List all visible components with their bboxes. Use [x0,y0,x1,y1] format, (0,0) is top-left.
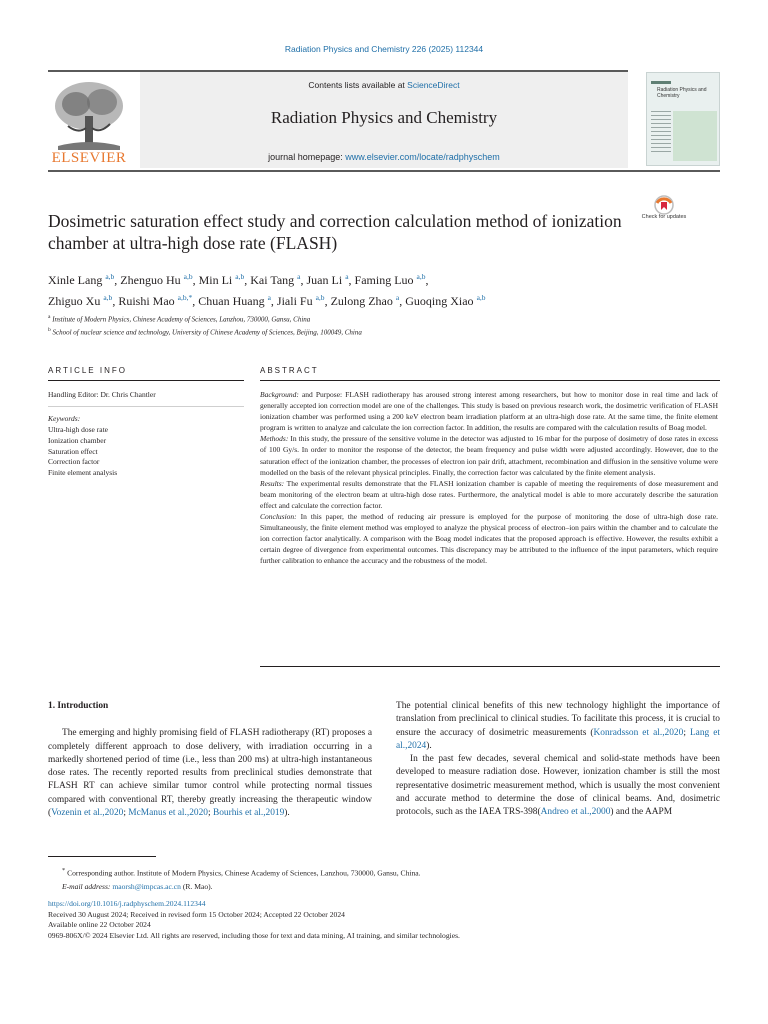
author-name[interactable]: Faming Luo [354,273,414,287]
author-separator: , [300,273,307,287]
paragraph-text: In the past few decades, several chemical and solid-state methods have been developed to measure radiation dose. However, ionization chamber is still the most representative dosimetric measurement method, which is usually the most convenient and accurate method to determine the dose of clinical beams. And, dosimetric protocols, such as the IAEA TRS-398( [396,754,720,818]
citation-separator: ; [123,808,129,819]
sciencedirect-link[interactable]: ScienceDirect [407,80,460,90]
affiliation-item [48,312,668,325]
citation-link[interactable]: Vozenin et al.,2020 [51,808,124,819]
author-separator: , [425,273,429,287]
doi-link[interactable]: https://doi.org/10.1016/j.radphyschem.2024.112344 [48,899,206,908]
contents-line [140,80,628,90]
abstract-label: Methods: [260,434,289,444]
author-affiliation-marks[interactable]: a [267,293,271,302]
author-affiliation-marks[interactable]: a [395,293,400,302]
author-list [48,268,668,310]
copyright-notice: 0969-806X/© 2024 Elsevier Ltd. All rights are reserved, including those for text and data mining, AI training, and similar technologies. [48,930,460,940]
author-separator: , [324,294,331,308]
corresponding-author-footnote [48,864,720,893]
author-name[interactable]: Guoqing Xiao [405,294,474,308]
keyword-item: Ultra-high dose rate [48,425,108,434]
affiliation-mark: a [48,314,51,320]
abstract-body [260,389,718,567]
author-affiliation-marks[interactable]: a,b,* [177,293,193,302]
affiliations [48,312,668,339]
author-name[interactable]: Zhenguo Hu [120,273,181,287]
author-affiliation-marks[interactable]: a,b [416,272,426,281]
author-affiliation-marks[interactable]: a,b [476,293,486,302]
footnote-corresponding [48,864,720,880]
paragraph-end: ). [426,740,432,751]
abstract-rule [260,380,720,381]
keywords-list [48,425,117,479]
publication-info [48,899,720,941]
abstract-text: The experimental results demonstrate that the FLASH ionization chamber is capable of meeting the requirements of dose measurement and beam monitoring of the electron beam at ultra-high dose rates. Furthermore, the analytical model is able to more accurately describe the saturation effect and calculate the correction factor. [260,478,718,510]
footnote-text: Corresponding author. Institute of Modern Physics, Chinese Academy of Sciences, Lanzhou, 730000, Gansu, China. [65,868,421,878]
footnote-marker: * [62,867,66,874]
body-left-column [48,700,372,820]
header-bottom-rule [48,170,720,172]
publication-dates: Received 30 August 2024; Received in revised form 15 October 2024; Accepted 22 October 2024 [48,909,345,919]
email-label: E-mail address: [62,881,113,891]
author-name[interactable]: Chuan Huang [198,294,265,308]
author-name[interactable]: Kai Tang [250,273,295,287]
author-name[interactable]: Min Li [198,273,233,287]
section-heading-introduction: 1. Introduction [48,701,109,711]
author-name[interactable]: Xinle Lang [48,273,103,287]
email-suffix: (R. Mao). [180,881,213,891]
cover-title: Radiation Physics and Chemistry [657,87,707,99]
author-separator: , [348,273,355,287]
keyword-item: Finite element analysis [48,468,118,478]
author-affiliation-marks[interactable]: a,b [105,272,115,281]
author-separator: , [270,294,277,308]
author-affiliation-marks[interactable]: a [297,272,301,281]
abstract-text: and Purpose: FLASH radiotherapy has aroused strong interest among researchers, but how to monitor dose in real time and lack of generally accepted ion correction model are one of the challenges. This study is based on previous research work, the dosimetric verification of FLASH ionization chamber was performed using a 200 keV electron beam irradiation platform at an ultra-high dose rate. At the same time, the finite element program is written to analyze and calculate the ion correction factor. In addition, the results are compared with the calculation results of Boag model. [260,390,718,433]
citation-link[interactable]: Andreo et al.,2000 [540,807,611,818]
paragraph-text: The potential clinical benefits of this new technology highlight the importance of translation from preclinical to clinical studies. To facilitate this process, it is crucial to ensure the accuracy of dosimetric measurements ( [396,701,720,738]
author-affiliation-marks[interactable]: a [345,272,349,281]
footnote-rule [48,856,156,857]
cover-graphic [673,111,717,161]
author-affiliation-marks[interactable]: a,b [103,293,113,302]
footnote-email [48,880,720,893]
author-affiliation-marks[interactable]: a,b [235,272,245,281]
intro-paragraph [396,753,720,819]
abstract-heading: ABSTRACT [260,366,319,375]
author-separator: , [192,273,199,287]
citation-link[interactable]: Bourhis et al.,2019 [212,808,285,819]
abstract-text: In this study, the pressure of the sensitive volume in the detector was adjusted to 16 mbar for the purpose of dosimetry of dose rates in excess of 100 Gy/s. In order to monitor the response of the detector, the beam frequency and pulse width were adjusted accordingly. However, due to the saturation effect of the ionization chamber, the processes of electron ion pair drift, attachment, recombination and diffusion in the sensitive volume were modelled on the basis of the relevant physical principles. Finally, the correction factor was calculated by the finite element analysis. [260,434,718,477]
cover-accent-bar [651,81,671,84]
keyword-item: Correction factor [48,457,100,467]
article-info-heading: ARTICLE INFO [48,366,127,375]
author-name[interactable]: Zhiguo Xu [48,294,101,308]
citation-separator: ; [683,727,690,738]
abstract-background [260,389,718,433]
email-link[interactable]: maorsh@impcas.ac.cn [112,881,181,891]
available-online: Available online 22 October 2024 [48,920,151,930]
intro-paragraph [396,700,720,753]
author-name[interactable]: Jiali Fu [276,294,313,308]
citation-link[interactable]: Lang et al.,2024 [396,727,721,751]
article-info-rule [48,380,244,381]
author-separator: , [399,294,406,308]
journal-homepage-link[interactable]: www.elsevier.com/locate/radphyschem [345,152,500,162]
handling-editor: Handling Editor: Dr. Chris Chantler [48,390,156,399]
homepage-line [140,152,628,162]
author-name[interactable]: Juan Li [306,273,343,287]
author-name[interactable]: Ruishi Mao [118,294,175,308]
author-name[interactable]: Zulong Zhao [330,294,393,308]
abstract-label: Conclusion: [260,512,297,522]
author-separator: , [114,273,121,287]
affiliation-mark: b [48,327,51,334]
journal-title: Radiation Physics and Chemistry [270,108,498,127]
author-affiliation-marks[interactable]: a,b [315,293,325,302]
intro-paragraph [48,727,372,820]
abstract-bottom-rule [260,666,720,667]
cover-text-lines [651,111,671,155]
elsevier-wordmark: ELSEVIER [51,150,127,166]
paragraph-end: ) and the AAPM [610,807,673,818]
citation-link[interactable]: McManus et al.,2020 [128,808,208,819]
body-right-column [396,700,720,820]
abstract-conclusion [260,511,718,566]
keyword-item: Saturation effect [48,446,98,456]
abstract-results [260,478,718,511]
journal-cover-thumbnail[interactable] [646,72,720,166]
citation-link[interactable]: Konradsson et al.,2020 [593,727,684,738]
crossmark-icon[interactable] [646,194,682,230]
article-info-divider [48,406,244,407]
citation-separator: ; [207,808,213,819]
journal-reference[interactable]: Radiation Physics and Chemistry 226 (2025) 112344 [284,44,484,54]
abstract-label: Results: [260,478,285,488]
homepage-prefix: journal homepage: [268,152,346,162]
abstract-methods [260,433,718,477]
affiliation-item [48,325,668,338]
paragraph-end: ). [284,808,290,819]
affiliation-text: School of nuclear science and technology, University of Chinese Academy of Sciences, Beijing, 100049, China [52,328,362,337]
keyword-item: Ionization chamber [48,435,107,445]
contents-prefix: Contents lists available at [308,80,408,90]
affiliation-text: Institute of Modern Physics, Chinese Academy of Sciences, Lanzhou, 730000, Gansu, China [52,315,311,324]
author-separator: , [244,273,251,287]
article-title: Dosimetric saturation effect study and correction calculation method of ionization chamber at ultra-high dose rate (FLASH) [48,211,622,253]
author-separator: , [112,294,119,308]
abstract-text: In this paper, the method of reducing air pressure is employed for the purpose of monitoring the dose of ultra-high dose rate. Simultaneously, the finite element method was employed to analyze the physical process of electron–ion pairs within the chamber and to calculate the ion correction factor analytically. A comparison with the Boag model indicates that the proposed approach is effective. However, the results exhibit a certain degree of divergence from experimental outcomes. This discrepancy may be attributed to the influence of the input parameters, which require further calibration to enhance the accuracy and the robustness of the model. [260,512,718,566]
keywords-label: Keywords: [48,414,81,423]
crossmark-label[interactable]: Check for updates [641,214,687,220]
author-affiliation-marks[interactable]: a,b [183,272,193,281]
author-separator: , [192,294,199,308]
paragraph-text: The emerging and highly promising field of FLASH radiotherapy (RT) proposes a completely different approach to dose delivery, with irradiation occurring in a markedly shortened period of time (i.e., less than 200 ms) at ultra-high instantaneous dose rates. The recently reported results from preclinical studies demonstrate that FLASH RT can achieve similar tumor control while protecting normal tissues compared with conventional RT, thereby greatly increasing the therapeutic window ( [48,728,372,819]
abstract-label: Background: [260,390,299,399]
